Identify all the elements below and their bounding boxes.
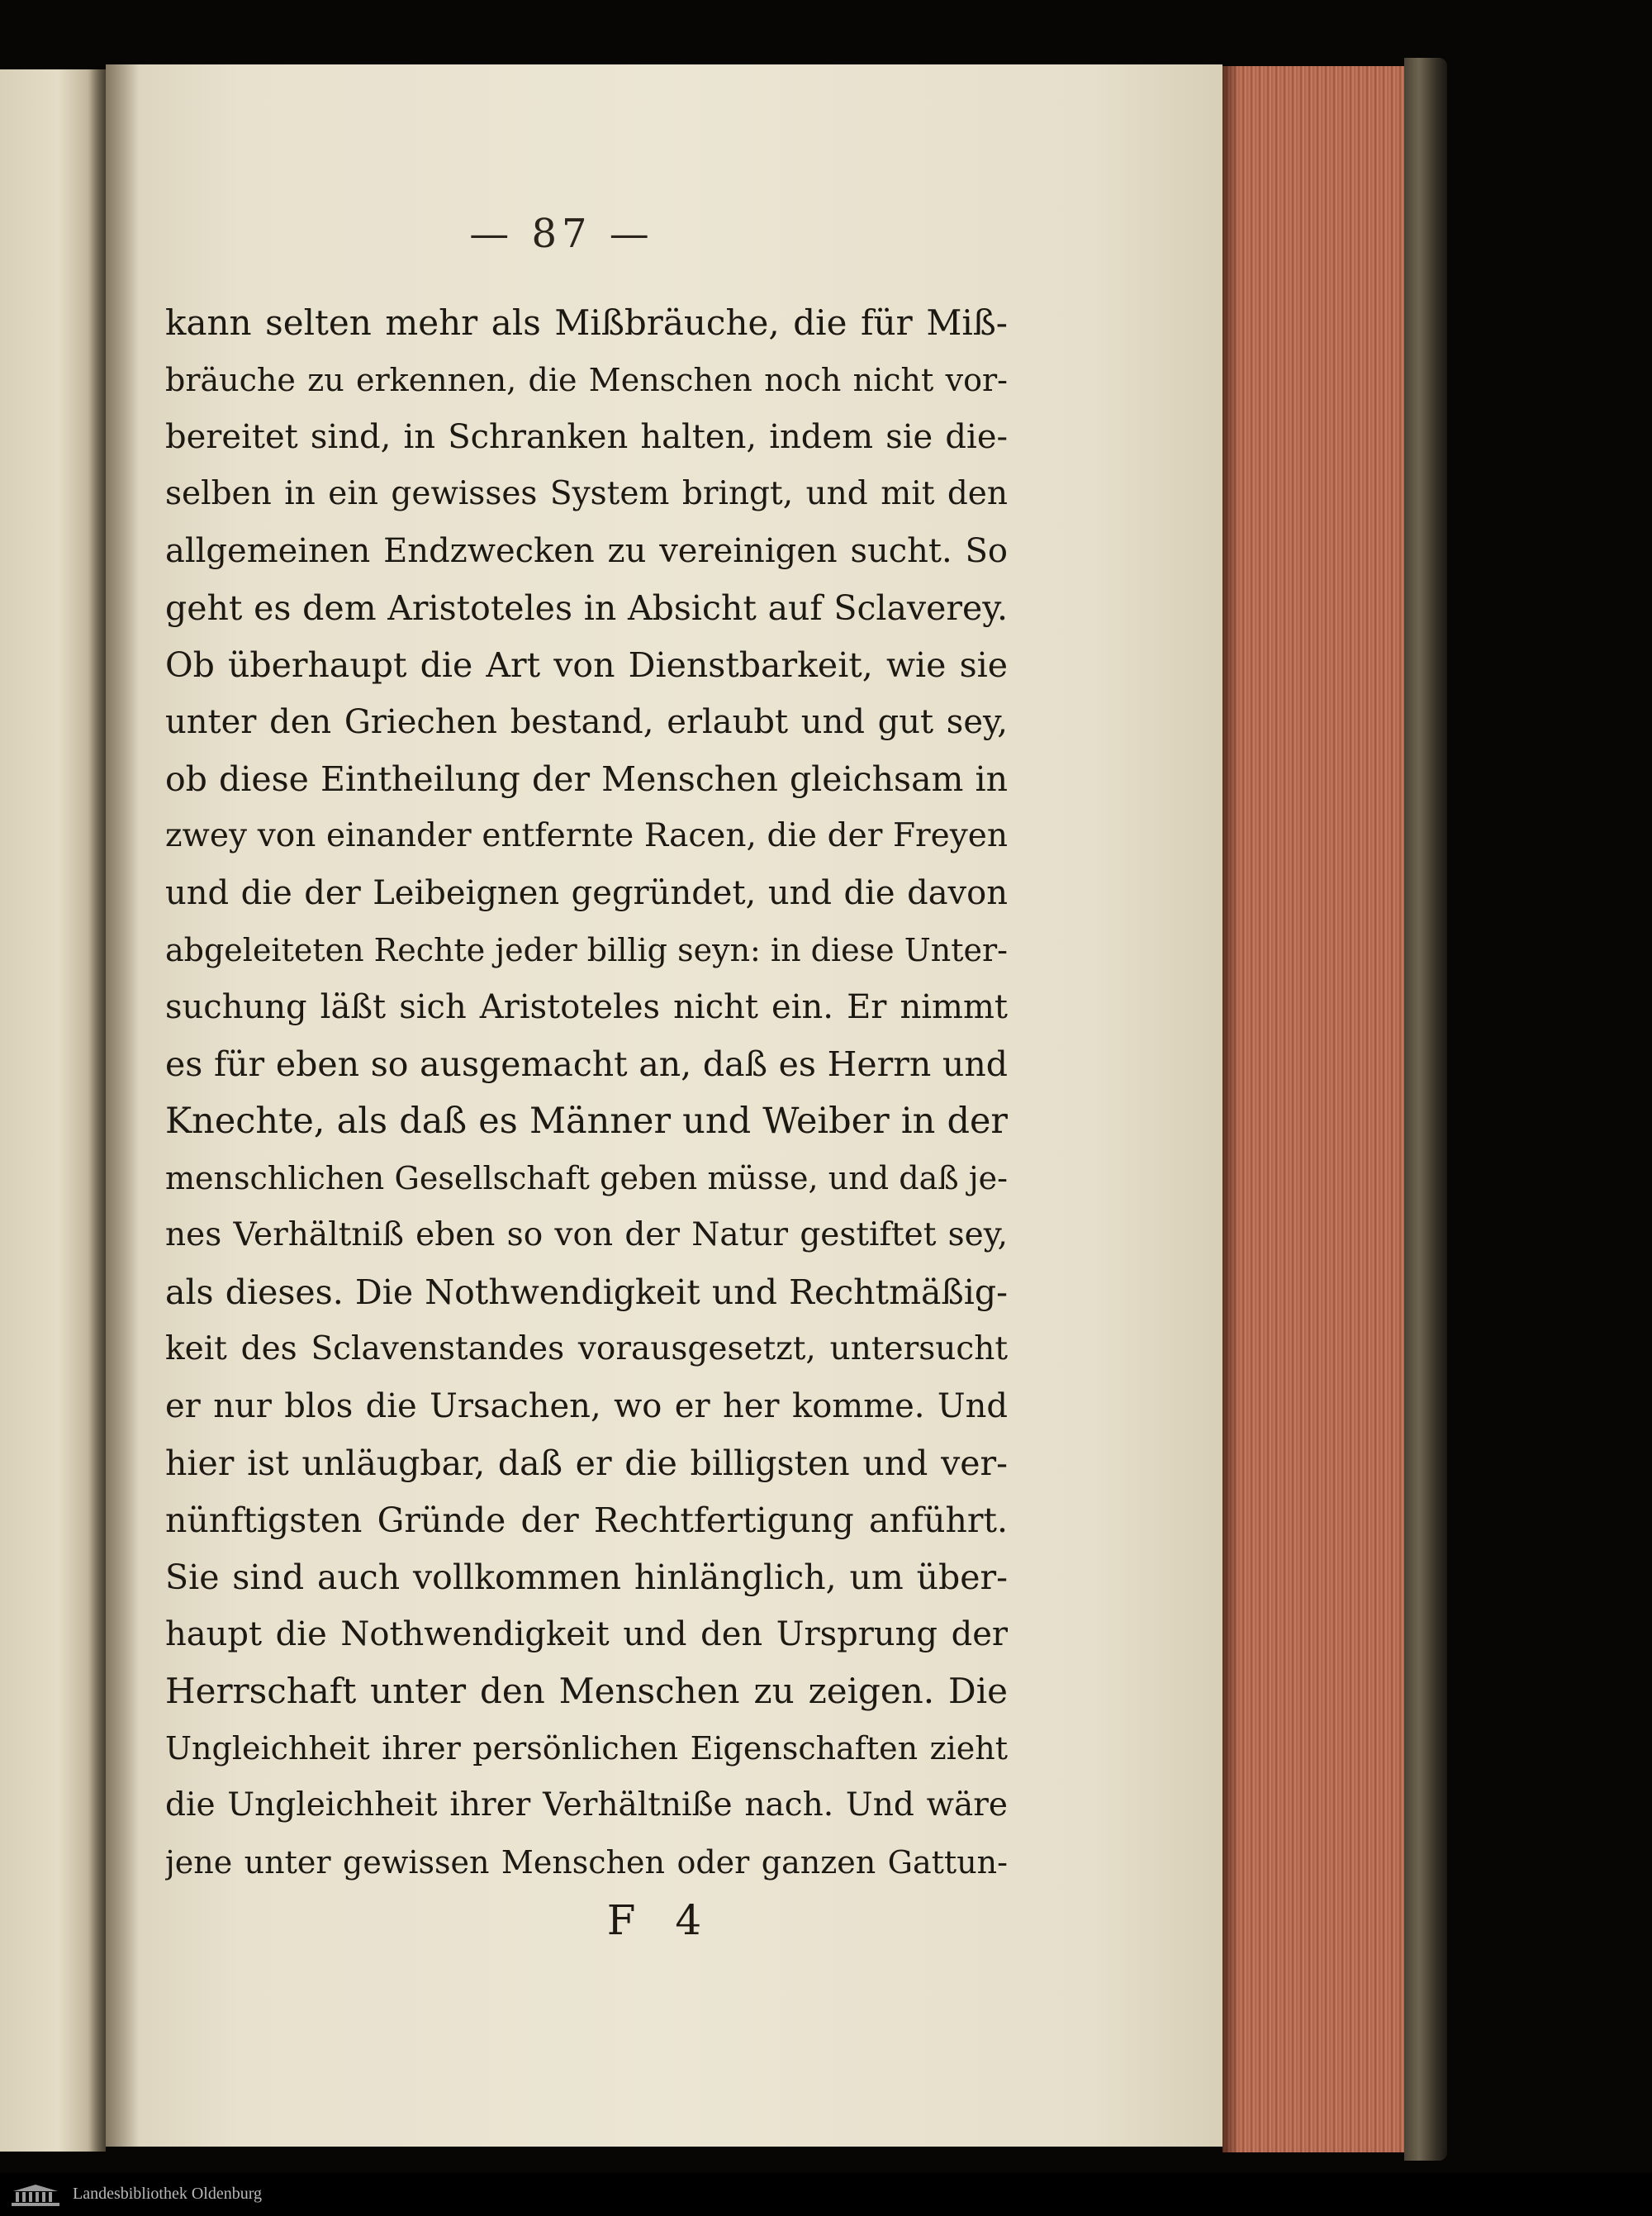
text-line: menschlichen Gesellschaft geben müsse, und daß je- <box>165 1160 1008 1196</box>
text-line: er nur blos die Ursachen, wo er her komme. Und <box>165 1387 1008 1425</box>
text-line: nünftigsten Gründe der Rechtfertigung anführt. <box>165 1500 1008 1540</box>
text-line: abgeleiteten Rechte jeder billig seyn: in diese Unter- <box>165 932 1008 968</box>
text-line: zwey von einander entfernte Racen, die der Freyen <box>165 817 1008 854</box>
book-cover-edge <box>1404 58 1447 2161</box>
library-building-icon <box>10 2183 61 2208</box>
text-line: ob diese Eintheilung der Menschen gleichsam in <box>165 759 1008 799</box>
signature-mark: F 4 <box>606 1896 715 1944</box>
text-line: Ob überhaupt die Art von Dienstbarkeit, wie sie <box>165 645 1008 685</box>
text-line: bereitet sind, in Schranken halten, indem sie die- <box>165 418 1008 456</box>
text-line: als dieses. Die Nothwendigkeit und Rechtmäßig- <box>165 1272 1008 1312</box>
text-line: hier ist unläugbar, daß er die billigsten und ver- <box>165 1443 1008 1483</box>
text-line: keit des Sclavenstandes vorausgesetzt, untersucht <box>165 1330 1008 1367</box>
text-line: Herrschaft unter den Menschen zu zeigen. Die <box>165 1671 1008 1711</box>
text-line: Knechte, als daß es Männer und Weiber in der <box>165 1101 1008 1142</box>
page-number: — 87 — <box>469 211 654 257</box>
previous-page-edge <box>0 69 106 2152</box>
text-line: unter den Griechen bestand, erlaubt und gut sey, <box>165 703 1008 741</box>
text-line: kann selten mehr als Mißbräuche, die für Miß- <box>165 302 1008 343</box>
text-line: suchung läßt sich Aristoteles nicht ein. Er nimmt <box>165 988 1008 1026</box>
text-line: Ungleichheit ihrer persönlichen Eigenschaften zieht <box>165 1730 1008 1767</box>
footer-bar <box>0 2173 1652 2216</box>
text-line: Sie sind auch vollkommen hinlänglich, um über- <box>165 1557 1008 1597</box>
text-line: jene unter gewissen Menschen oder ganzen Gattun- <box>165 1844 1008 1881</box>
text-line: die Ungleichheit ihrer Verhältniße nach. Und wäre <box>165 1786 1008 1824</box>
text-line: haupt die Nothwendigkeit und den Ursprung der <box>165 1615 1008 1653</box>
text-line: allgemeinen Endzwecken zu vereinigen sucht. So <box>165 532 1008 570</box>
text-line: geht es dem Aristoteles in Absicht auf Sclaverey. <box>165 588 1008 628</box>
text-line: selben in ein gewisses System bringt, und mit den <box>165 475 1008 512</box>
page-fore-edge <box>1222 66 1412 2152</box>
text-line: und die der Leibeignen gegründet, und die davon <box>165 874 1008 912</box>
text-line: nes Verhältniß eben so von der Natur gestiftet sey, <box>165 1216 1008 1253</box>
text-line: bräuche zu erkennen, die Menschen noch nicht vor- <box>165 362 1008 398</box>
library-name: Landesbibliothek Oldenburg <box>73 2185 263 2203</box>
text-line: es für eben so ausgemacht an, daß es Herrn und <box>165 1044 1008 1084</box>
